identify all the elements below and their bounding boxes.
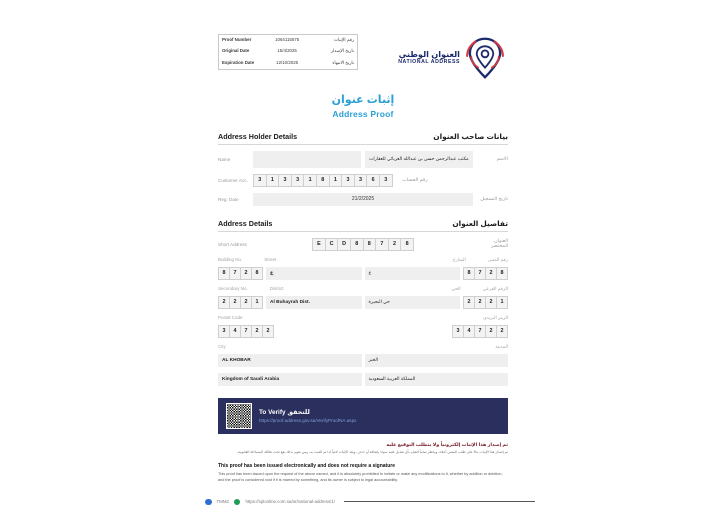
verify-title-en: To Verify	[259, 409, 286, 417]
postal-en	[218, 325, 362, 338]
digit-cell: 3	[379, 174, 393, 187]
digit-cell: 7	[240, 325, 252, 338]
address-details-heading	[218, 219, 508, 232]
country-value-en: Kingdom of Saudi Arabia	[218, 373, 362, 386]
page-title-ar: إثبات عنوان	[331, 94, 395, 106]
short-address-chars	[312, 238, 414, 251]
char-cell: E	[312, 238, 326, 251]
street-value-en: ع	[266, 267, 362, 280]
char-cell: 8	[400, 238, 414, 251]
page-title	[218, 94, 508, 119]
footer-tab-label[interactable]: TMM2	[216, 499, 229, 505]
char-cell: 2	[388, 238, 402, 251]
verify-title-ar: للتحقق	[287, 409, 310, 417]
verify-text	[259, 408, 356, 423]
address-holder-title-ar: بيانات صاحب العنوان	[433, 131, 508, 141]
national-address-logo	[398, 36, 506, 80]
postal-label-ar: الرمز البريدي	[483, 314, 508, 320]
address-details-title-ar: تفاصيل العنوان	[452, 218, 508, 228]
building-digits-ar	[463, 267, 508, 280]
digit-cell: 1	[251, 296, 263, 309]
postal-ar	[365, 325, 509, 338]
digit-cell: 8	[316, 174, 330, 187]
table-row	[219, 35, 358, 47]
short-address-label-ar: العنوان المختصر	[491, 239, 508, 250]
address-holder-heading	[218, 132, 508, 145]
city-label-ar: المدينة	[495, 343, 508, 349]
country-row	[218, 373, 508, 386]
document-header	[218, 24, 508, 80]
building-label-ar: رقم المبنى	[487, 256, 508, 262]
verify-banner	[218, 398, 508, 434]
proof-number-value: 1064115575	[275, 37, 300, 43]
footer-url[interactable]: https://splonline.com.sa/ar/national-address/1/	[245, 499, 336, 505]
digit-cell: 3	[341, 174, 355, 187]
digit-cell: 1	[496, 296, 508, 309]
customer-account-label-en: Customer Acc.	[218, 177, 248, 183]
reg-date-label-ar: تاريخ التسجيل	[480, 196, 508, 202]
short-address-label-en: Short Address	[218, 241, 247, 247]
secondary-label-en: Secondary No.	[218, 285, 248, 291]
digit-cell: 2	[485, 325, 497, 338]
country-value-ar: المملكة العربية السعودية	[365, 373, 509, 386]
city-sublabels	[218, 344, 508, 350]
char-cell: 8	[363, 238, 377, 251]
address-proof-document	[218, 24, 508, 484]
secondary-sublabels-right	[451, 286, 508, 292]
digit-cell: 8	[251, 267, 263, 280]
city-row	[218, 354, 508, 367]
address-details-section	[218, 219, 508, 386]
secondary-digits-en	[218, 296, 263, 309]
digit-cell: 2	[474, 296, 486, 309]
logo-name-en: NATIONAL ADDRESS	[398, 58, 460, 65]
original-date-label-ar: تاريخ الإصدار	[330, 48, 354, 54]
street-label-en: Street	[264, 256, 277, 262]
expiration-date-value: 12/10/2025	[276, 59, 299, 65]
secondary-district-ar	[365, 296, 509, 309]
reg-date-label-en: Reg. Date	[218, 196, 239, 202]
location-pin-logo-icon	[464, 36, 506, 80]
digit-cell: 3	[354, 174, 368, 187]
disclaimer-title-en: This proof has been issued electronically and does not require a signature	[218, 462, 395, 469]
digit-cell: 3	[452, 325, 464, 338]
secondary-sublabels	[218, 286, 508, 292]
digit-cell: 7	[474, 325, 486, 338]
building-street-row	[218, 267, 508, 280]
digit-cell: 3	[291, 174, 305, 187]
street-label-ar: الشارع	[452, 256, 466, 262]
expiration-date-label-en: Expiration Date	[222, 59, 255, 65]
verify-title	[259, 408, 356, 416]
digit-cell: 7	[229, 267, 241, 280]
digit-cell: 7	[474, 267, 486, 280]
digit-cell: 2	[485, 267, 497, 280]
building-label-en: Building No.	[218, 256, 243, 262]
digit-cell: 2	[485, 296, 497, 309]
postal-sublabels-right	[483, 315, 508, 321]
customer-account-digits	[253, 174, 393, 187]
reg-date-row	[218, 193, 508, 206]
browser-footer-bar	[205, 499, 535, 506]
digit-cell: 2	[463, 296, 475, 309]
char-cell: C	[325, 238, 339, 251]
table-row	[219, 46, 358, 58]
address-holder-title-en: Address Holder Details	[218, 131, 298, 141]
digit-cell: 2	[251, 325, 263, 338]
globe-icon	[205, 499, 212, 506]
footer-divider-line	[344, 501, 535, 502]
char-cell: 8	[350, 238, 364, 251]
building-digits-en	[218, 267, 263, 280]
disclaimer-body-ar: تم إصدار هذا الإثبات بناءً على طلب المعني أعلاه، ويحظر تماماً القيام بأي تعديل عليه سواء بإضافة أو حذف، ويعد الإثبات لاغياً إذا تم العبث به، ومن يقوم بذلك يقع تحت طائلة المساءلة القانونية.	[236, 449, 508, 454]
char-cell: 7	[375, 238, 389, 251]
customer-account-label-ar: رقم الحساب	[402, 177, 428, 183]
disclaimer-body-en: This proof has been issued upon the request of the above named, and it is absolutely prohibited to imitate or make any modifications to it, whether by addition or deletion, and the proof is considered void if it is marred by something, and its owner is subject to legal accountability.	[218, 471, 503, 483]
digit-cell: 4	[463, 325, 475, 338]
postal-digits-en	[218, 325, 274, 338]
verify-url-link[interactable]: https://proof.address.gov.sa/VerifyProofNA.aspx	[259, 418, 357, 424]
qr-code-icon[interactable]	[226, 403, 252, 429]
building-sublabels	[218, 257, 508, 263]
city-value-ar: الخبر	[365, 354, 509, 367]
digit-cell: 3	[218, 325, 230, 338]
postal-row	[218, 325, 508, 338]
disclaimer-title-ar: تم إصدار هذا الإثبات إلكترونياً ولا يتطلب التوقيع عليه	[386, 442, 508, 448]
digit-cell: 2	[240, 267, 252, 280]
postal-sublabels	[218, 315, 508, 321]
digit-cell: 1	[303, 174, 317, 187]
district-value-en: Al Buhayrah Dist.	[266, 296, 362, 309]
digit-cell: 8	[218, 267, 230, 280]
address-holder-section	[218, 132, 508, 206]
secondary-district-row	[218, 296, 508, 309]
digit-cell: 2	[496, 325, 508, 338]
reg-date-value: 21/2/2025	[253, 193, 473, 206]
postal-sublabels-left	[218, 315, 243, 321]
table-row	[219, 58, 358, 70]
secondary-digits-ar	[463, 296, 508, 309]
customer-account-row	[218, 174, 508, 187]
city-sublabels-left	[218, 344, 226, 350]
city-label-en: City	[218, 343, 226, 349]
street-value-ar: ع	[365, 267, 461, 280]
digit-cell: 8	[496, 267, 508, 280]
page-title-en: Address Proof	[332, 108, 394, 119]
digit-cell: 2	[262, 325, 274, 338]
digit-cell: 2	[229, 296, 241, 309]
logo-name-ar: العنوان الوطني	[398, 50, 460, 60]
secondary-label-ar: الرقم الفرعي	[482, 285, 508, 291]
postal-label-en: Postal Code	[218, 314, 243, 320]
city-value-en: AL KHOBAR	[218, 354, 362, 367]
name-field-blank	[253, 151, 361, 168]
digit-cell: 3	[253, 174, 267, 187]
district-label-ar: الحي	[451, 285, 461, 291]
digit-cell: 1	[329, 174, 343, 187]
digit-cell: 6	[366, 174, 380, 187]
logo-text	[398, 50, 460, 65]
district-value-ar: حي البحيرة	[365, 296, 461, 309]
expiration-date-label-ar: تاريخ الانتهاء	[332, 59, 354, 65]
city-sublabels-right	[495, 344, 508, 350]
digit-cell: 3	[278, 174, 292, 187]
proof-number-label-ar: رقم الإثبات	[333, 37, 354, 43]
disclaimer-block	[218, 443, 508, 484]
building-sublabels-left	[218, 257, 276, 263]
original-date-label-en: Original Date	[222, 48, 250, 54]
digit-cell: 1	[266, 174, 280, 187]
secondary-district-en	[218, 296, 362, 309]
name-row	[218, 151, 508, 168]
address-details-title-en: Address Details	[218, 218, 273, 228]
building-sublabels-right	[453, 257, 508, 263]
digit-cell: 2	[240, 296, 252, 309]
char-cell: D	[337, 238, 351, 251]
proof-meta-table	[218, 34, 358, 70]
original-date-value: 15/4/2025	[277, 48, 297, 54]
name-label-en: Name	[218, 156, 231, 162]
proof-number-label-en: Proof Number	[222, 37, 252, 43]
postal-digits-ar	[452, 325, 508, 338]
short-address-row	[218, 238, 508, 251]
digit-cell: 8	[463, 267, 475, 280]
building-street-ar	[365, 267, 509, 280]
name-value-ar: مكتب عبدالرحمن حسن بن عبدالله العربائي للعقارات	[365, 151, 473, 168]
secondary-sublabels-left	[218, 286, 284, 292]
building-street-en	[218, 267, 362, 280]
name-label-ar: الاسم	[496, 156, 508, 162]
secure-lock-icon	[234, 499, 241, 506]
district-label-en: District	[269, 285, 284, 291]
digit-cell: 4	[229, 325, 241, 338]
digit-cell: 2	[218, 296, 230, 309]
